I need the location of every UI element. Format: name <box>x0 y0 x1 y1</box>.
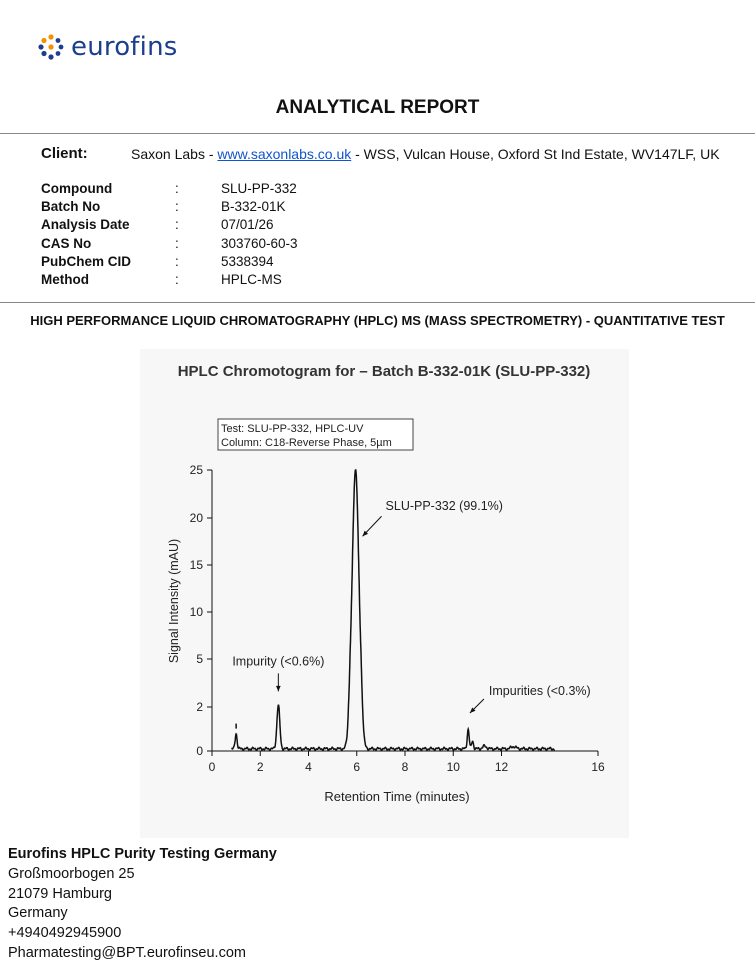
x-tick-label: 8 <box>401 760 409 774</box>
field-row-compound <box>41 181 441 199</box>
brand-name: eurofins <box>71 32 178 62</box>
impurity-annotation-label: Impurity (<0.6%) <box>232 654 325 669</box>
field-label: Method <box>41 271 89 287</box>
report-title: ANALYTICAL REPORT <box>275 97 480 118</box>
chromatogram-chart <box>140 349 629 838</box>
field-label: Batch No <box>41 199 101 215</box>
chart-annotations <box>232 499 590 728</box>
lab-address-block <box>8 845 277 964</box>
x-tick-label: 10 <box>446 760 460 774</box>
lab-city: 21079 Hamburg <box>8 885 112 902</box>
main-peak-annotation-label: SLU-PP-332 (99.1%) <box>385 499 503 514</box>
test-title: HIGH PERFORMANCE LIQUID CHROMATOGRAPHY (HPLC) MS (MASS SPECTROMETRY) - QUANTITATIVE TEST <box>30 313 725 328</box>
legend-line-test: Test: SLU-PP-332, HPLC-UV <box>221 423 364 435</box>
field-colon: : <box>175 253 179 269</box>
field-row-cas-no <box>41 236 441 254</box>
field-row-analysis-date <box>41 217 441 235</box>
field-value: B-332-01K <box>221 199 286 215</box>
lab-country: Germany <box>8 905 68 922</box>
lab-name: Eurofins HPLC Purity Testing Germany <box>8 846 277 862</box>
field-row-method <box>41 272 441 290</box>
x-tick-label: 12 <box>494 760 509 774</box>
client-info <box>131 146 720 162</box>
x-axis-label: Retention Time (minutes) <box>324 789 470 804</box>
field-colon: : <box>175 235 179 251</box>
impurity-annotation-arrow-head <box>276 686 281 692</box>
lab-phone: +4940492945900 <box>8 925 122 942</box>
field-value: 07/01/26 <box>221 217 274 233</box>
x-tick-label: 2 <box>256 760 264 774</box>
client-website-link[interactable]: www.saxonlabs.co.uk <box>217 146 352 162</box>
field-value: 303760-60-3 <box>221 235 298 251</box>
divider-middle <box>0 302 755 303</box>
client-address: - WSS, Vulcan House, Oxford St Ind Estate, WV147LF, UK <box>351 146 720 162</box>
field-label: PubChem CID <box>41 253 132 269</box>
x-tick-label: 16 <box>591 760 605 774</box>
field-label: Compound <box>41 181 113 196</box>
field-colon: : <box>175 217 179 233</box>
lab-email[interactable]: Pharmatesting@BPT.eurofinseu.com <box>8 944 246 961</box>
field-value: SLU-PP-332 <box>221 181 297 196</box>
field-colon: : <box>175 181 179 196</box>
x-tick-label: 0 <box>208 760 216 774</box>
field-colon: : <box>175 271 179 287</box>
eurofins-logo <box>37 30 178 64</box>
client-label: Client: <box>41 145 88 162</box>
field-label: CAS No <box>41 235 92 251</box>
y-tick-label: 20 <box>189 511 203 525</box>
field-row-pubchem-cid <box>41 254 441 272</box>
x-tick-label: 4 <box>305 760 312 774</box>
y-tick-label: 2 <box>196 700 203 714</box>
y-tick-label: 0 <box>196 744 203 758</box>
legend-line-column: Column: C18-Reverse Phase, 5µm <box>221 437 392 449</box>
y-tick-label: 10 <box>189 605 203 619</box>
x-tick-label: 6 <box>353 760 361 774</box>
divider-top <box>0 133 755 134</box>
client-name: Saxon Labs - <box>131 146 218 162</box>
chart-legend-box <box>218 419 413 450</box>
field-row-batch-no <box>41 199 441 217</box>
y-tick-label: 25 <box>189 463 203 477</box>
eurofins-dots-icon <box>37 33 65 61</box>
y-axis-label: Signal Intensity (mAU) <box>167 538 181 664</box>
field-value: 5338394 <box>221 253 274 269</box>
chromatogram-figure <box>140 349 629 838</box>
field-value: HPLC-MS <box>221 271 282 287</box>
impurities-annotation-label: Impurities (<0.3%) <box>488 684 591 698</box>
lab-street: Großmoorbogen 25 <box>8 865 135 882</box>
y-tick-label: 15 <box>189 558 203 572</box>
field-label: Analysis Date <box>41 217 130 233</box>
sample-fields <box>41 181 441 290</box>
field-colon: : <box>175 199 179 215</box>
chart-title: HPLC Chromotogram for – Batch B-332-01K (SLU-PP-332) <box>177 363 591 380</box>
y-tick-label: 5 <box>196 652 203 666</box>
